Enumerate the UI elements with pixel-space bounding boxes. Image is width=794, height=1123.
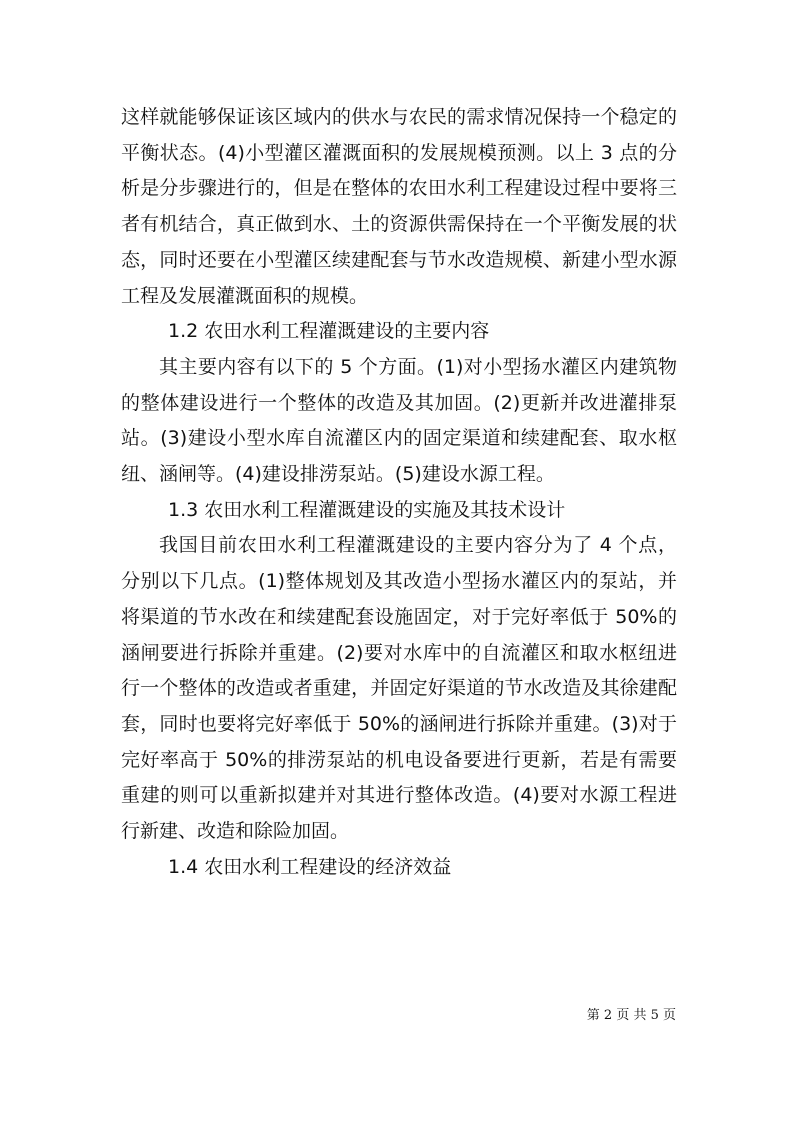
section-heading-1-4: 1.4 农田水利工程建设的经济效益 bbox=[168, 855, 452, 878]
section-heading-1-2: 1.2 农田水利工程灌溉建设的主要内容 bbox=[168, 320, 490, 343]
paragraph-continued: 这样就能够保证该区域内的供水与农民的需求情况保持一个稳定的平衡状态。(4)小型灌区灌溉面积的发展规模预测。以上 3 点的分析是分步骤进行的，但是在整体的农田水利工程建设过程中要将三者有机结合，真正做到水、土的资源供需保持在一个平衡发展的状态，同时还要在小型灌区续建配套与节水改造规模、新建小型水源工程及发展灌溉面积的规模。 bbox=[121, 106, 677, 307]
paragraph-implementation: 我国目前农田水利工程灌溉建设的主要内容分为了 4 个点，分别以下几点。(1)整体规划及其改造小型扬水灌区内的泵站，并将渠道的节水改在和续建配套设施固定，对于完好率低于 50%的涵闸要进行拆除并重建。(2)要对水库中的自流灌区和取水枢纽进行一个整体的改造或者重建，并固定好渠道的节水改造及其徐建配套，同时也要将完好率低于 50%的涵闸进行拆除并重建。(3)对于完好率高于 50%的排涝泵站的机电设备要进行更新，若是有需要重建的则可以重新拟建并对其进行整体改造。(4)要对水源工程进行新建、改造和除险加固。 bbox=[121, 534, 677, 843]
page-number-footer: 第 2 页 共 5 页 bbox=[586, 1008, 676, 1023]
document-body bbox=[121, 100, 677, 885]
paragraph-main-content: 其主要内容有以下的 5 个方面。(1)对小型扬水灌区内建筑物的整体建设进行一个整体的改造及其加固。(2)更新并改进灌排泵站。(3)建设小型水库自流灌区内的固定渠道和续建配套、取水枢纽、涵闸等。(4)建设排涝泵站。(5)建设水源工程。 bbox=[121, 355, 677, 486]
section-heading-1-3: 1.3 农田水利工程灌溉建设的实施及其技术设计 bbox=[168, 498, 566, 521]
